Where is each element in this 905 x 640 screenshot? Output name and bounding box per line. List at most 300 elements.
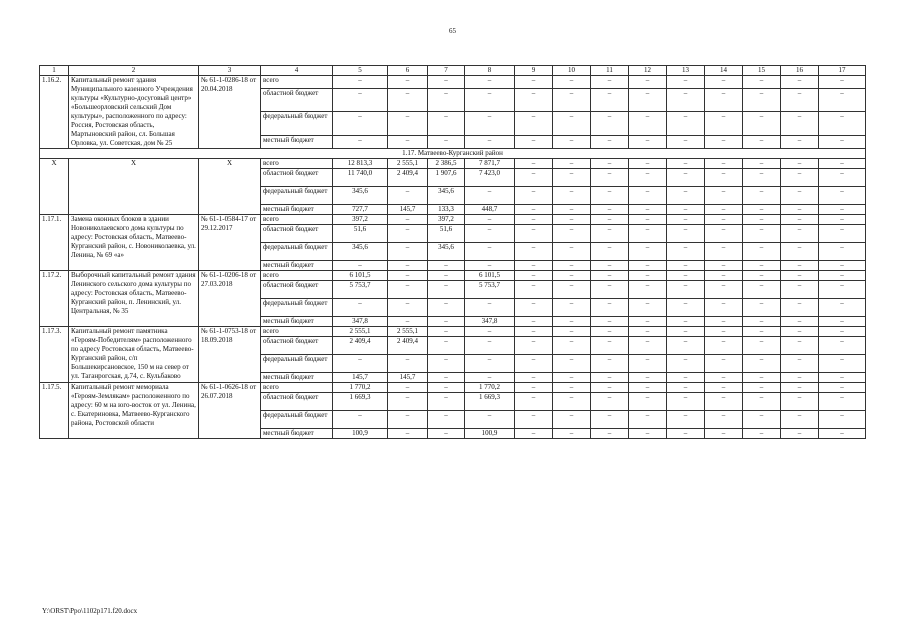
value-cell: – [743,393,781,411]
value-cell: – [819,411,866,429]
value-cell: – [781,299,819,317]
value-cell: – [591,299,629,317]
value-cell: – [553,327,591,337]
value-cell: 2 409,4 [388,169,428,187]
value-cell: – [819,271,866,281]
value-cell: – [743,225,781,243]
value-cell: – [465,89,515,112]
document-reference: № 61-1-0286-18 от 20.04.2018 [199,76,261,149]
funding-source-label: местный бюджет [261,135,333,148]
funding-source-label: федеральный бюджет [261,243,333,261]
value-cell: – [591,393,629,411]
value-cell: – [591,383,629,393]
value-cell: – [629,135,667,148]
value-cell: – [428,317,465,327]
value-cell: – [553,159,591,169]
value-cell: – [515,169,553,187]
value-cell: – [667,281,705,299]
value-cell: – [553,393,591,411]
value-cell: – [705,187,743,205]
value-cell: – [781,135,819,148]
table-row [40,159,866,169]
value-cell: – [553,169,591,187]
value-cell: – [781,327,819,337]
value-cell: – [819,317,866,327]
value-cell: – [553,317,591,327]
value-cell: – [428,281,465,299]
value-cell: – [465,355,515,373]
value-cell: – [743,169,781,187]
value-cell: 100,9 [465,429,515,439]
value-cell: – [465,327,515,337]
column-number: 11 [591,66,629,76]
value-cell: – [591,243,629,261]
value-cell: – [743,271,781,281]
value-cell: – [515,373,553,383]
item-name: Замена оконных блоков в здании Новониколаевского дома культуры по адресу: Ростовская область, Матвеево-Курганский район, с. Новониколаевка, ул. Ленина, № 69 «а» [69,215,199,271]
column-number: 7 [428,66,465,76]
value-cell: – [515,429,553,439]
value-cell: – [629,159,667,169]
value-cell: 51,6 [428,225,465,243]
value-cell: 1 669,3 [333,393,388,411]
value-cell: – [465,373,515,383]
value-cell: – [591,169,629,187]
value-cell: – [553,355,591,373]
value-cell: – [781,261,819,271]
value-cell: – [553,76,591,89]
value-cell: – [333,411,388,429]
file-path-footer: Y:\ORST\Ppo\1102p171.f20.docx [42,607,138,615]
value-cell: – [388,383,428,393]
value-cell: 1 770,2 [333,383,388,393]
value-cell: – [428,373,465,383]
value-cell: – [591,281,629,299]
item-number: Х [40,159,69,215]
value-cell: 7 871,7 [465,159,515,169]
value-cell: – [591,317,629,327]
value-cell: – [553,337,591,355]
value-cell: – [515,271,553,281]
value-cell: – [553,429,591,439]
value-cell: – [428,299,465,317]
value-cell: – [667,243,705,261]
value-cell: – [743,135,781,148]
column-number: 10 [553,66,591,76]
value-cell: – [629,205,667,215]
value-cell: – [553,187,591,205]
value-cell: – [515,327,553,337]
funding-source-label: всего [261,215,333,225]
value-cell: – [388,261,428,271]
column-number: 13 [667,66,705,76]
value-cell: – [388,135,428,148]
value-cell: – [781,243,819,261]
value-cell: – [629,112,667,135]
value-cell: – [819,135,866,148]
value-cell: – [428,112,465,135]
value-cell: – [465,411,515,429]
value-cell: – [781,337,819,355]
value-cell: – [705,429,743,439]
value-cell: – [428,271,465,281]
value-cell: – [515,281,553,299]
value-cell: – [819,225,866,243]
item-number: 1.17.1. [40,215,69,271]
value-cell: 2 409,4 [333,337,388,355]
column-number: 2 [69,66,199,76]
value-cell: – [667,135,705,148]
value-cell: – [465,225,515,243]
value-cell: – [388,112,428,135]
value-cell: – [705,215,743,225]
value-cell: – [819,187,866,205]
value-cell: – [428,383,465,393]
value-cell: – [553,205,591,215]
funding-source-label: всего [261,327,333,337]
value-cell: – [629,89,667,112]
value-cell: – [465,187,515,205]
value-cell: – [667,383,705,393]
value-cell: – [553,225,591,243]
value-cell: – [553,112,591,135]
value-cell: – [591,205,629,215]
value-cell: – [743,355,781,373]
value-cell: 347,8 [465,317,515,327]
value-cell: – [333,89,388,112]
value-cell: – [591,187,629,205]
funding-source-label: всего [261,383,333,393]
value-cell: – [819,337,866,355]
value-cell: – [667,317,705,327]
item-name: Капитальный ремонт здания Муниципального казенного Учреждения культуры «Культурно-досуговый центр» «Большеорловский сельский Дом культуры», расположенного по адресу: Россия, Ростовская область, Мартыновский район, сл. Большая Орловка, ул. Советская, дом № 25 [69,76,199,149]
value-cell: – [705,411,743,429]
value-cell: – [743,411,781,429]
value-cell: – [515,243,553,261]
funding-source-label: федеральный бюджет [261,299,333,317]
value-cell: – [591,135,629,148]
value-cell: – [667,271,705,281]
value-cell: – [667,112,705,135]
value-cell: – [629,215,667,225]
value-cell: – [819,76,866,89]
value-cell: – [781,187,819,205]
value-cell: – [819,159,866,169]
value-cell: – [667,225,705,243]
value-cell: 2 555,1 [388,327,428,337]
value-cell: – [553,281,591,299]
document-reference: № 61-1-0626-18 от 26.07.2018 [199,383,261,439]
value-cell: – [515,299,553,317]
value-cell: – [819,299,866,317]
value-cell: – [591,411,629,429]
funding-source-label: федеральный бюджет [261,411,333,429]
value-cell: – [465,76,515,89]
value-cell: – [705,159,743,169]
value-cell: 2 555,1 [388,159,428,169]
value-cell: – [781,169,819,187]
value-cell: – [781,411,819,429]
value-cell: 1 907,6 [428,169,465,187]
value-cell: 347,8 [333,317,388,327]
funding-source-label: местный бюджет [261,373,333,383]
value-cell: – [388,299,428,317]
value-cell: – [629,383,667,393]
table-row [40,76,866,89]
value-cell: – [591,159,629,169]
column-header-row [40,66,866,76]
value-cell: – [667,393,705,411]
value-cell: – [515,187,553,205]
value-cell: – [819,89,866,112]
value-cell: – [428,393,465,411]
value-cell: – [428,76,465,89]
value-cell: – [428,261,465,271]
value-cell: – [428,135,465,148]
value-cell: – [515,112,553,135]
value-cell: – [591,355,629,373]
value-cell: – [515,355,553,373]
value-cell: – [465,112,515,135]
value-cell: – [629,169,667,187]
value-cell: – [553,261,591,271]
column-number: 9 [515,66,553,76]
funding-source-label: местный бюджет [261,429,333,439]
value-cell: – [553,215,591,225]
value-cell: – [667,327,705,337]
funding-source-label: местный бюджет [261,261,333,271]
value-cell: – [819,327,866,337]
value-cell: – [591,89,629,112]
funding-source-label: областной бюджет [261,89,333,112]
value-cell: – [819,169,866,187]
value-cell: – [515,383,553,393]
column-number: 12 [629,66,667,76]
item-name: Х [69,159,199,215]
value-cell: – [705,261,743,271]
value-cell: 6 101,5 [465,271,515,281]
value-cell: – [388,281,428,299]
value-cell: 145,7 [388,205,428,215]
value-cell: – [667,337,705,355]
value-cell: – [388,215,428,225]
funding-source-label: областной бюджет [261,337,333,355]
value-cell: 145,7 [388,373,428,383]
document-reference: Х [199,159,261,215]
value-cell: – [705,373,743,383]
column-number: 8 [465,66,515,76]
funding-source-label: местный бюджет [261,205,333,215]
column-number: 14 [705,66,743,76]
value-cell: – [553,373,591,383]
value-cell: – [667,355,705,373]
value-cell: – [465,135,515,148]
funding-source-label: федеральный бюджет [261,187,333,205]
value-cell: – [515,159,553,169]
value-cell: – [667,299,705,317]
value-cell: – [819,205,866,215]
value-cell: 12 813,3 [333,159,388,169]
value-cell: – [515,317,553,327]
value-cell: – [591,225,629,243]
value-cell: – [705,271,743,281]
value-cell: – [705,337,743,355]
value-cell: – [667,187,705,205]
value-cell: 345,6 [333,187,388,205]
value-cell: – [333,76,388,89]
value-cell: – [591,271,629,281]
funding-source-label: областной бюджет [261,393,333,411]
table-row [40,271,866,281]
document-reference: № 61-1-0584-17 от 29.12.2017 [199,215,261,271]
value-cell: – [667,373,705,383]
value-cell: 51,6 [333,225,388,243]
value-cell: – [629,393,667,411]
value-cell: 727,7 [333,205,388,215]
value-cell: – [781,281,819,299]
value-cell: – [515,76,553,89]
value-cell: – [591,327,629,337]
value-cell: – [553,135,591,148]
value-cell: – [333,355,388,373]
value-cell: – [743,299,781,317]
value-cell: – [781,373,819,383]
value-cell: – [781,76,819,89]
column-number: 15 [743,66,781,76]
section-heading-row [40,149,866,159]
value-cell: – [388,411,428,429]
value-cell: – [781,205,819,215]
value-cell: 2 386,5 [428,159,465,169]
funding-source-label: федеральный бюджет [261,355,333,373]
value-cell: – [515,261,553,271]
value-cell: – [819,355,866,373]
value-cell: – [667,89,705,112]
value-cell: – [667,159,705,169]
value-cell: – [743,383,781,393]
value-cell: – [781,89,819,112]
value-cell: 6 101,5 [333,271,388,281]
value-cell: – [743,243,781,261]
column-number: 17 [819,66,866,76]
value-cell: – [743,215,781,225]
value-cell: – [465,261,515,271]
value-cell: – [667,169,705,187]
value-cell: – [705,169,743,187]
value-cell: – [629,373,667,383]
value-cell: – [465,299,515,317]
value-cell: – [591,215,629,225]
value-cell: – [591,337,629,355]
value-cell: – [591,429,629,439]
value-cell: 2 409,4 [388,337,428,355]
value-cell: – [781,317,819,327]
value-cell: – [705,243,743,261]
item-name: Выборочный капитальный ремонт здания Ленинского сельского дома культуры по адресу: Ростовская область, Матвеево-Курганский район, п. Ленинский, ул. Центральная, № 35 [69,271,199,327]
value-cell: – [553,299,591,317]
value-cell: 397,2 [333,215,388,225]
value-cell: – [819,429,866,439]
value-cell: – [705,135,743,148]
value-cell: – [515,411,553,429]
value-cell: – [743,429,781,439]
value-cell: – [388,393,428,411]
item-number: 1.16.2. [40,76,69,149]
value-cell: – [333,299,388,317]
value-cell: 133,3 [428,205,465,215]
table-row [40,215,866,225]
value-cell: – [705,112,743,135]
value-cell: – [819,281,866,299]
value-cell: – [591,76,629,89]
value-cell: – [705,355,743,373]
value-cell: – [388,317,428,327]
value-cell: – [667,205,705,215]
table-row [40,383,866,393]
value-cell: – [781,112,819,135]
value-cell: 2 555,1 [333,327,388,337]
value-cell: – [465,337,515,355]
value-cell: – [743,159,781,169]
value-cell: – [819,383,866,393]
item-number: 1.17.3. [40,327,69,383]
value-cell: – [553,383,591,393]
value-cell: – [553,243,591,261]
value-cell: – [743,205,781,215]
value-cell: – [428,429,465,439]
value-cell: – [591,112,629,135]
value-cell: – [781,355,819,373]
value-cell: 345,6 [333,243,388,261]
value-cell: – [553,411,591,429]
value-cell: – [781,393,819,411]
value-cell: – [388,429,428,439]
value-cell: – [781,225,819,243]
value-cell: – [819,112,866,135]
value-cell: – [743,112,781,135]
document-reference: № 61-1-0753-18 от 18.09.2018 [199,327,261,383]
value-cell: – [667,411,705,429]
value-cell: – [629,187,667,205]
column-number: 5 [333,66,388,76]
value-cell: – [629,261,667,271]
value-cell: – [667,215,705,225]
value-cell: – [428,355,465,373]
value-cell: – [629,243,667,261]
item-name: Капитальный ремонт мемориала «Героям-Землякам» расположенного по адресу: 60 м на юго-восток от ул. Ленина, с. Екатериновка, Матвеево-Курганского района, Ростовской области [69,383,199,439]
funding-source-label: областной бюджет [261,169,333,187]
value-cell: 345,6 [428,243,465,261]
value-cell: – [781,383,819,393]
value-cell: – [705,327,743,337]
value-cell: 7 423,0 [465,169,515,187]
value-cell: 5 753,7 [465,281,515,299]
value-cell: – [553,271,591,281]
value-cell: – [388,76,428,89]
value-cell: – [667,261,705,271]
column-number: 3 [199,66,261,76]
value-cell: – [819,215,866,225]
value-cell: – [667,429,705,439]
value-cell: – [629,337,667,355]
funding-source-label: всего [261,159,333,169]
column-number: 1 [40,66,69,76]
column-number: 6 [388,66,428,76]
value-cell: – [428,89,465,112]
value-cell: – [388,89,428,112]
funding-source-label: местный бюджет [261,317,333,327]
value-cell: – [428,337,465,355]
